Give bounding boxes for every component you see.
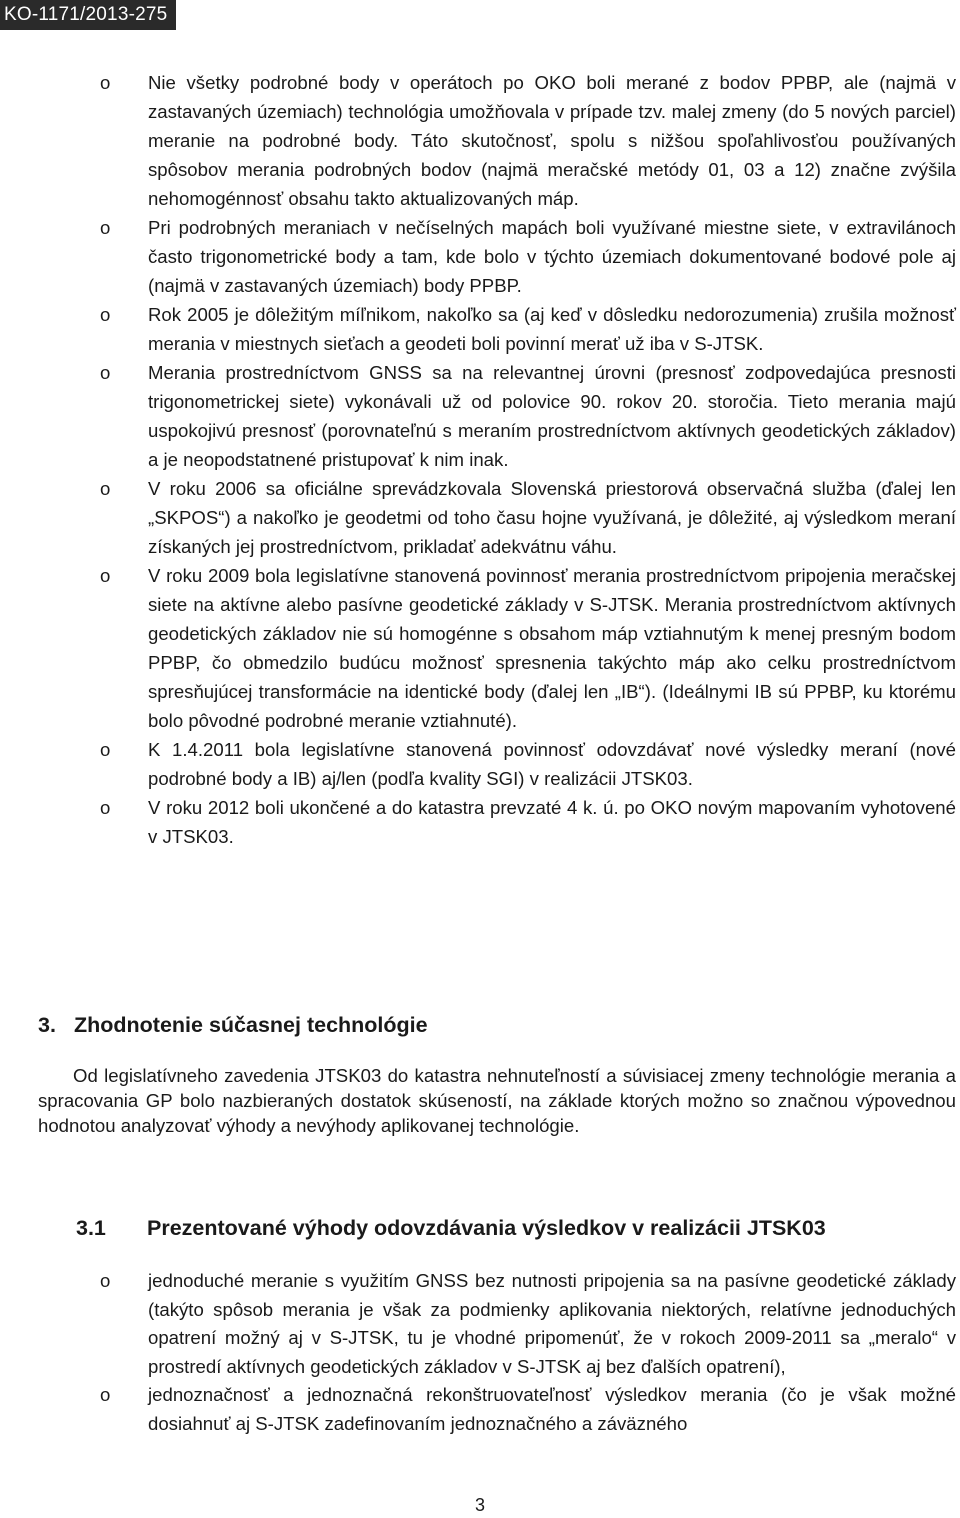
bullet-icon: o [100,565,111,586]
section-title: Zhodnotenie súčasnej technológie [74,1013,428,1037]
bullet-icon: o [100,739,111,760]
history-list [0,68,960,851]
list-item: o jednoduché meranie s využitím GNSS bez nutnosti pripojenia sa na pasívne geodetické základy (takýto spôsob merania je však za podmienky aplikovania niektorých, relatívne jednoduchých opatrení možný aj v S-JTSK, tu je vhodné pripomenúť, že v rokoch 2009-2011 sa „meralo“ v prostredí aktívnych geodetických základov v S-JTSK aj bez ďalších opatrení), [0,1267,960,1381]
list-item: o V roku 2012 boli ukončené a do katastra prevzaté 4 k. ú. po OKO novým mapovaním vyhotovené v JTSK03. [0,793,960,851]
list-item: o Rok 2005 je dôležitým míľnikom, nakoľko sa (aj keď v dôsledku nedorozumenia) zrušila možnosť merania v miestnych sieťach a geodeti boli povinní merať už iba v S-JTSK. [0,300,960,358]
list-item: o V roku 2009 bola legislatívne stanovená povinnosť merania prostredníctvom pripojenia meračskej siete na aktívne alebo pasívne geodetické základy v S-JTSK. Merania prostredníctvom aktívnych geodetických základov nie sú homogénne s obsahom máp vztiahnutým k menej presným bodom PPBP, čo obmedzilo budúcu možnosť spresnenia takýchto máp ako celku prostredníctvom spresňujúcej transformácie na identické body (ďalej len „IB“). (Ideálnymi IB sú PPBP, ku ktorému bolo pôvodné podrobné meranie vztiahnuté). [0,561,960,735]
list-item: o Merania prostredníctvom GNSS sa na relevantnej úrovni (presnosť zodpovedajúca presnosti trigonometrickej siete) vykonávali už od polovice 90. rokov 20. storočia. Tieto merania majú uspokojivú presnosť (porovnateľnú s meraním prostredníctvom aktívnych geodetických základov) a je neopodstatnené pristupovať k nim inak. [0,358,960,474]
list-item: o V roku 2006 sa oficiálne sprevádzkovala Slovenská priestorová observačná služba (ďalej len „SKPOS“) a nakoľko je geodetmi od toho času hojne využívaná, je dôležité, aj výsledkom meraní získaných jej prostredníctvom, prikladať adekvátnu váhu. [0,474,960,561]
section-heading [38,1011,428,1039]
section-number: 3. [38,1013,56,1037]
subsection-title: Prezentované výhody odovzdávania výsledkov v realizácii JTSK03 [147,1216,826,1240]
list-item: o Pri podrobných meraniach v nečíselných mapách boli využívané miestne siete, v extravilánoch často trigonometrické body a tam, kde bolo v týchto územiach dokumentované bodové pole aj (najmä v zastavaných územiach) body PPBP. [0,213,960,300]
bullet-icon: o [100,72,111,93]
document-id: KO-1171/2013-275 [4,4,168,25]
subsection-number: 3.1 [76,1216,106,1240]
bullet-icon: o [100,1384,111,1405]
document-id-header [0,0,176,30]
list-item: o Nie všetky podrobné body v operátoch po OKO boli merané z bodov PPBP, ale (najmä v zastavaných územiach) technológia umožňovala v prípade tzv. malej zmeny (do 5 nových parciel) meranie na podrobné body. Táto skutočnosť, spolu s nižšou spoľahlivosťou používaných spôsobov merania podrobných bodov (najmä meračské metódy 01, 03 a 12) značne zvýšila nehomogénnosť obsahu takto aktualizovaných máp. [0,68,960,213]
bullet-icon: o [100,304,111,325]
section-paragraph: Od legislatívneho zavedenia JTSK03 do katastra nehnuteľností a súvisiacej zmeny technológie merania a spracovania GP bolo nazbieraných dostatok skúseností, na základe ktorých možno so značnou výpovednou hodnotou analyzovať výhody a nevýhody aplikovanej technológie. [38,1065,956,1136]
bullet-icon: o [100,362,111,383]
bullet-icon: o [100,1270,111,1291]
page-number: 3 [474,1495,485,1515]
subsection-heading [76,1214,826,1242]
bullet-icon: o [100,478,111,499]
advantages-list [0,1267,960,1438]
list-item: o K 1.4.2011 bola legislatívne stanovená povinnosť odovzdávať nové výsledky meraní (nové podrobné body a IB) aj/len (podľa kvality SGI) v realizácii JTSK03. [0,735,960,793]
bullet-icon: o [100,217,111,238]
bullet-icon: o [100,797,111,818]
list-item: o jednoznačnosť a jednoznačná rekonštruovateľnosť výsledkov merania (čo je však možné dosiahnuť aj S-JTSK zadefinovaním jednoznačného a záväzného [0,1381,960,1438]
